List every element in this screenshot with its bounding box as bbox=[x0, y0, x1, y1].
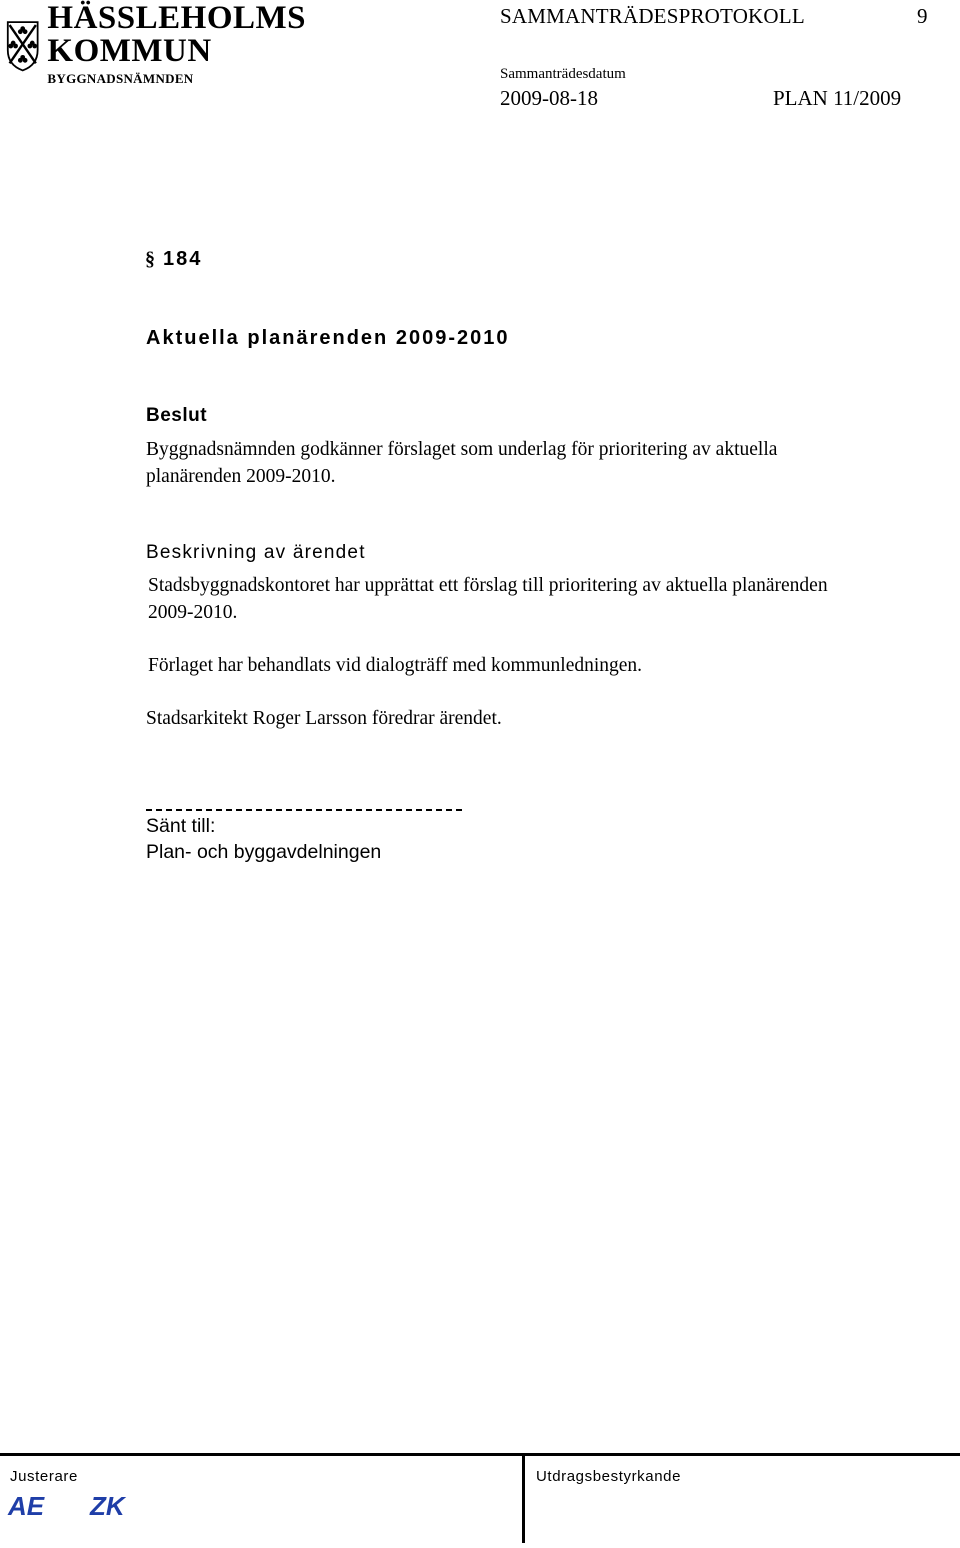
meeting-date-label: Sammanträdesdatum bbox=[500, 66, 626, 82]
paragraph-number bbox=[145, 248, 202, 271]
description-paragraph-1: Stadsbyggnadskontoret har upprättat ett förslag till prioritering av aktuella planärenden 2009-2010. bbox=[148, 575, 828, 623]
adjuster-initials-2: ZK bbox=[90, 1491, 125, 1521]
logo-wordmark bbox=[47, 0, 306, 90]
extract-certification-label: Utdragsbestyrkande bbox=[536, 1468, 682, 1485]
page-title: Aktuella planärenden 2009-2010 bbox=[146, 327, 510, 349]
logo-committee-name: BYGGNADSNÄMNDEN bbox=[47, 71, 194, 86]
municipality-logo bbox=[6, 0, 306, 94]
distribution-recipient: Plan- och byggavdelningen bbox=[146, 841, 382, 863]
footer-divider-vertical bbox=[522, 1453, 525, 1543]
logo-municipality-name: HÄSSLEHOLMS bbox=[47, 0, 306, 36]
footer-divider-horizontal bbox=[0, 1453, 960, 1456]
decision-text: Byggnadsnämnden godkänner förslaget som underlag för prioritering av aktuella planärenden 2009-2010. bbox=[146, 439, 778, 487]
page-number: 9 bbox=[917, 4, 928, 28]
section-sign: § bbox=[145, 248, 155, 270]
distribution-label: Sänt till: bbox=[146, 815, 216, 837]
description-heading: Beskrivning av ärendet bbox=[146, 542, 366, 563]
meeting-date: 2009-08-18 bbox=[500, 86, 598, 110]
description-paragraph-2: Förlaget har behandlats vid dialogträff med kommunledningen. bbox=[148, 655, 643, 676]
adjuster-initials-1: AE bbox=[8, 1491, 45, 1521]
paragraph-number-value: 184 bbox=[163, 248, 203, 270]
description-paragraph-3: Stadsarkitekt Roger Larsson föredrar ärendet. bbox=[146, 708, 502, 729]
case-reference: PLAN 11/2009 bbox=[773, 86, 902, 110]
decision-heading: Beslut bbox=[146, 405, 208, 426]
adjuster-label: Justerare bbox=[10, 1468, 78, 1485]
document-type: SAMMANTRÄDESPROTOKOLL bbox=[500, 4, 805, 28]
logo-municipality-kommun: KOMMUN bbox=[47, 33, 212, 69]
municipal-crest-icon bbox=[6, 3, 39, 89]
